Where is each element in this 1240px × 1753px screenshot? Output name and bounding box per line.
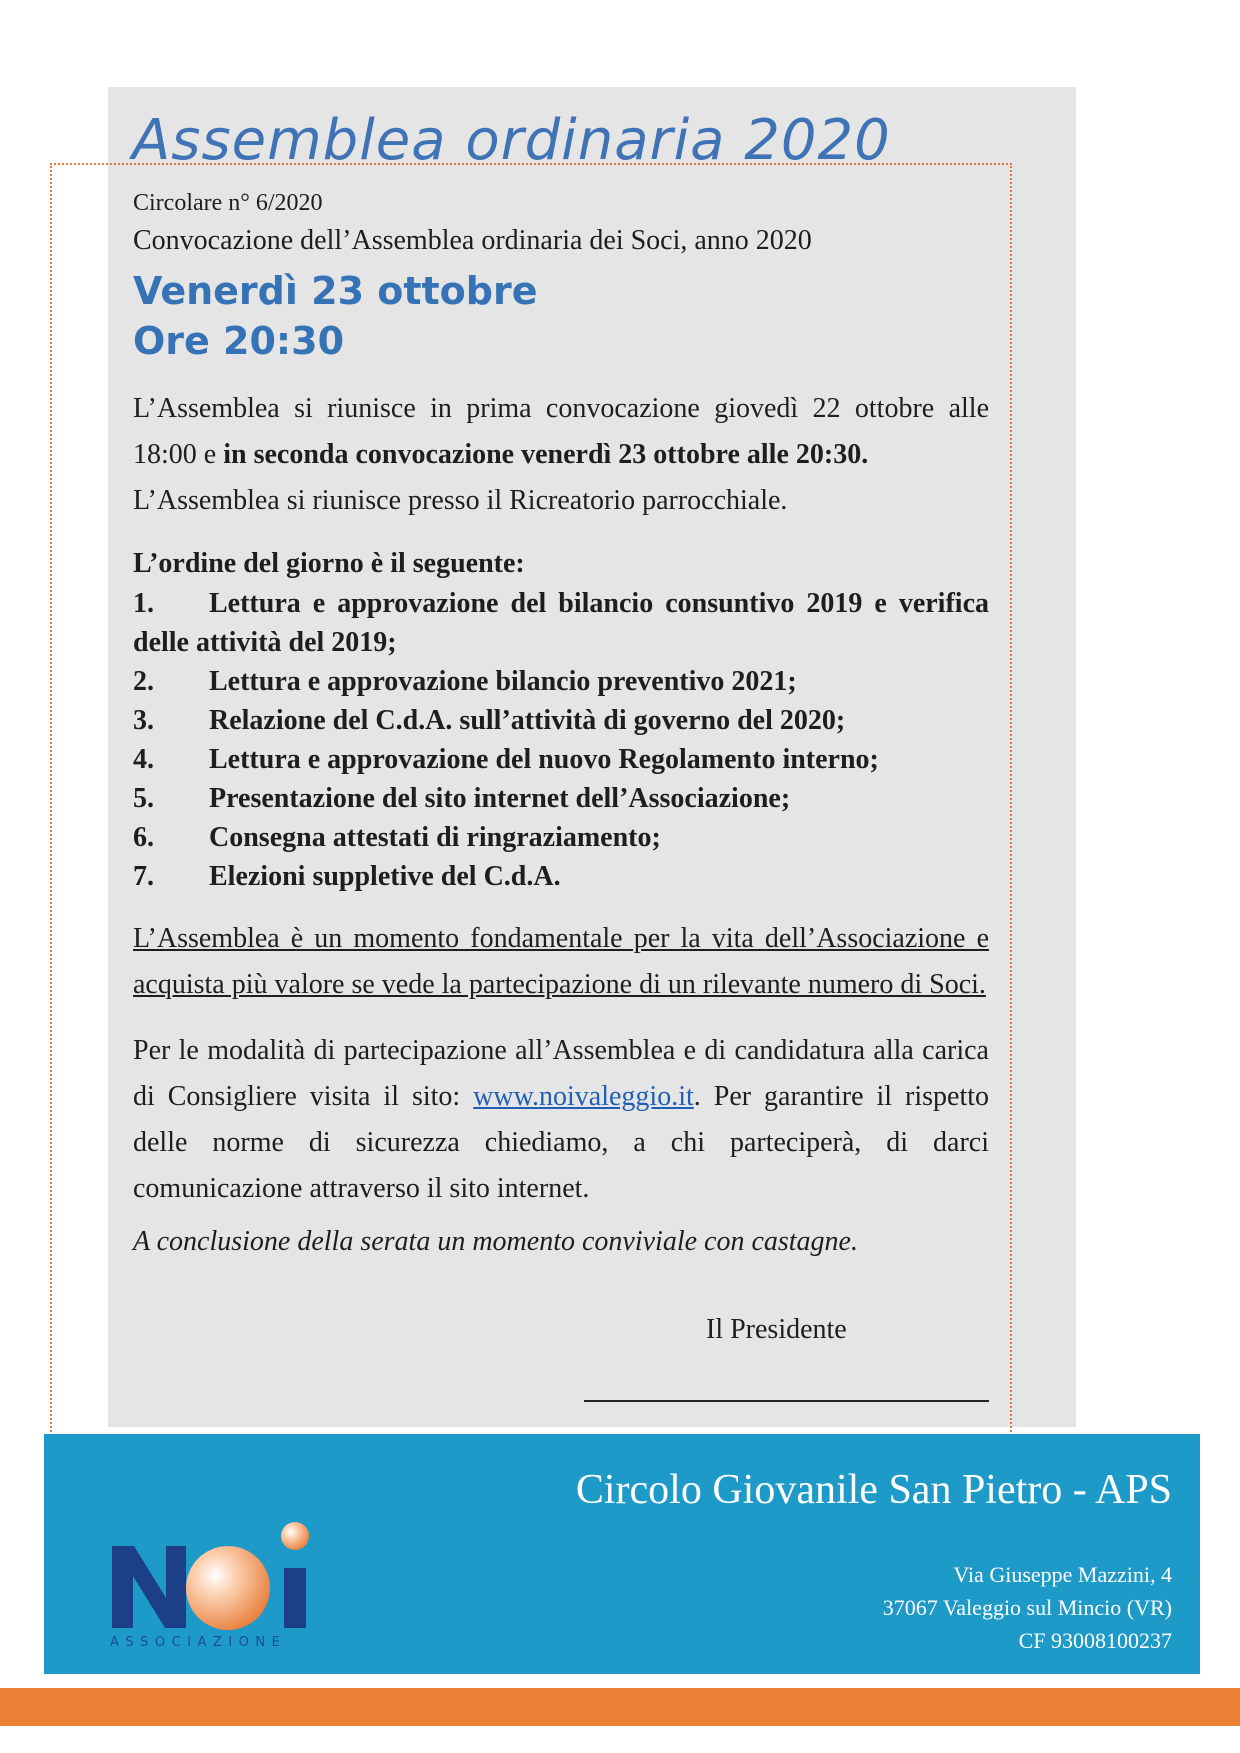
agenda-heading: L’ordine del giorno è il seguente: (133, 548, 525, 579)
website-link[interactable]: www.noivaleggio.it (473, 1081, 694, 1112)
agenda-item-text: Lettura e approvazione del nuovo Regolamento interno; (209, 744, 879, 775)
convocation-subtitle: Convocazione dell’Assemblea ordinaria dei Soci, anno 2020 (133, 225, 812, 256)
address-city: 37067 Valeggio sul Mincio (VR) (882, 1595, 1172, 1620)
address-street: Via Giuseppe Mazzini, 4 (953, 1562, 1172, 1587)
agenda-item-number: 6. (133, 822, 154, 853)
agenda-item-number: 2. (133, 666, 154, 697)
agenda-item (133, 701, 989, 740)
agenda-item-number: 7. (133, 861, 154, 892)
agenda-item-text: Lettura e approvazione bilancio preventivo 2021; (209, 666, 797, 697)
meeting-time: Ore 20:30 (133, 319, 345, 363)
agenda-list (133, 584, 989, 896)
svg-text:ASSOCIAZIONE: ASSOCIAZIONE (110, 1635, 287, 1650)
participation-paragraph (133, 1028, 989, 1212)
agenda-item (133, 662, 989, 701)
agenda-item (133, 740, 989, 779)
agenda-item-number: 1. (133, 588, 154, 619)
organization-name: Circolo Giovanile San Pietro - APS (575, 1467, 1172, 1513)
tax-code: CF 93008100237 (1018, 1628, 1172, 1653)
document-body (133, 188, 989, 1262)
location-text: L’Assemblea si riunisce presso il Ricreatorio parrocchiale. (133, 485, 788, 516)
agenda-item (133, 584, 989, 662)
page-title: Assemblea ordinaria 2020 (132, 108, 891, 173)
signature-line (584, 1400, 989, 1402)
participation-text-end: . Per garantire il rispetto delle norme di sicurezza chiediamo, a chi parteciperà, di darci comunicazione attraverso il sito internet. (133, 1081, 990, 1204)
agenda-item-number: 5. (133, 783, 154, 814)
agenda-item (133, 779, 989, 818)
noi-logo (108, 1500, 328, 1650)
participation-text: Per le modalità di partecipazione all’Assemblea e di candidatura alla carica di Consigliere visita il sito: (133, 1035, 989, 1112)
agenda-item (133, 857, 989, 896)
agenda-item-text: Presentazione del sito internet dell’Associazione; (209, 783, 791, 814)
signature-label: Il Presidente (706, 1314, 847, 1345)
closing-note: A conclusione della serata un momento conviviale con castagne. (133, 1226, 858, 1257)
intro-paragraph (133, 386, 989, 478)
agenda-item-text: Elezioni suppletive del C.d.A. (209, 861, 561, 892)
importance-paragraph: L’Assemblea è un momento fondamentale per la vita dell’Associazione e acquista più valore se vede la partecipazione di un rilevante numero di Soci. (133, 923, 989, 1000)
agenda-item-text: Relazione del C.d.A. sull’attività di governo del 2020; (209, 705, 846, 736)
bottom-accent-bar (0, 1688, 1240, 1726)
intro-text: L’Assemblea si riunisce in prima convocazione giovedì 22 ottobre alle 18:00 e (133, 393, 989, 470)
agenda-item-text: Lettura e approvazione del bilancio consuntivo 2019 e verifica delle attività del 2019; (133, 588, 989, 658)
agenda-item-text: Consegna attestati di ringraziamento; (209, 822, 661, 853)
footer-banner (44, 1434, 1200, 1674)
intro-bold: in seconda convocazione venerdì 23 ottobre alle 20:30. (223, 439, 869, 470)
agenda-item-number: 3. (133, 705, 154, 736)
agenda-item (133, 818, 989, 857)
agenda-item-number: 4. (133, 744, 154, 775)
meeting-date: Venerdì 23 ottobre (133, 269, 538, 313)
circular-number: Circolare n° 6/2020 (133, 190, 323, 216)
address-block (883, 1558, 1172, 1657)
